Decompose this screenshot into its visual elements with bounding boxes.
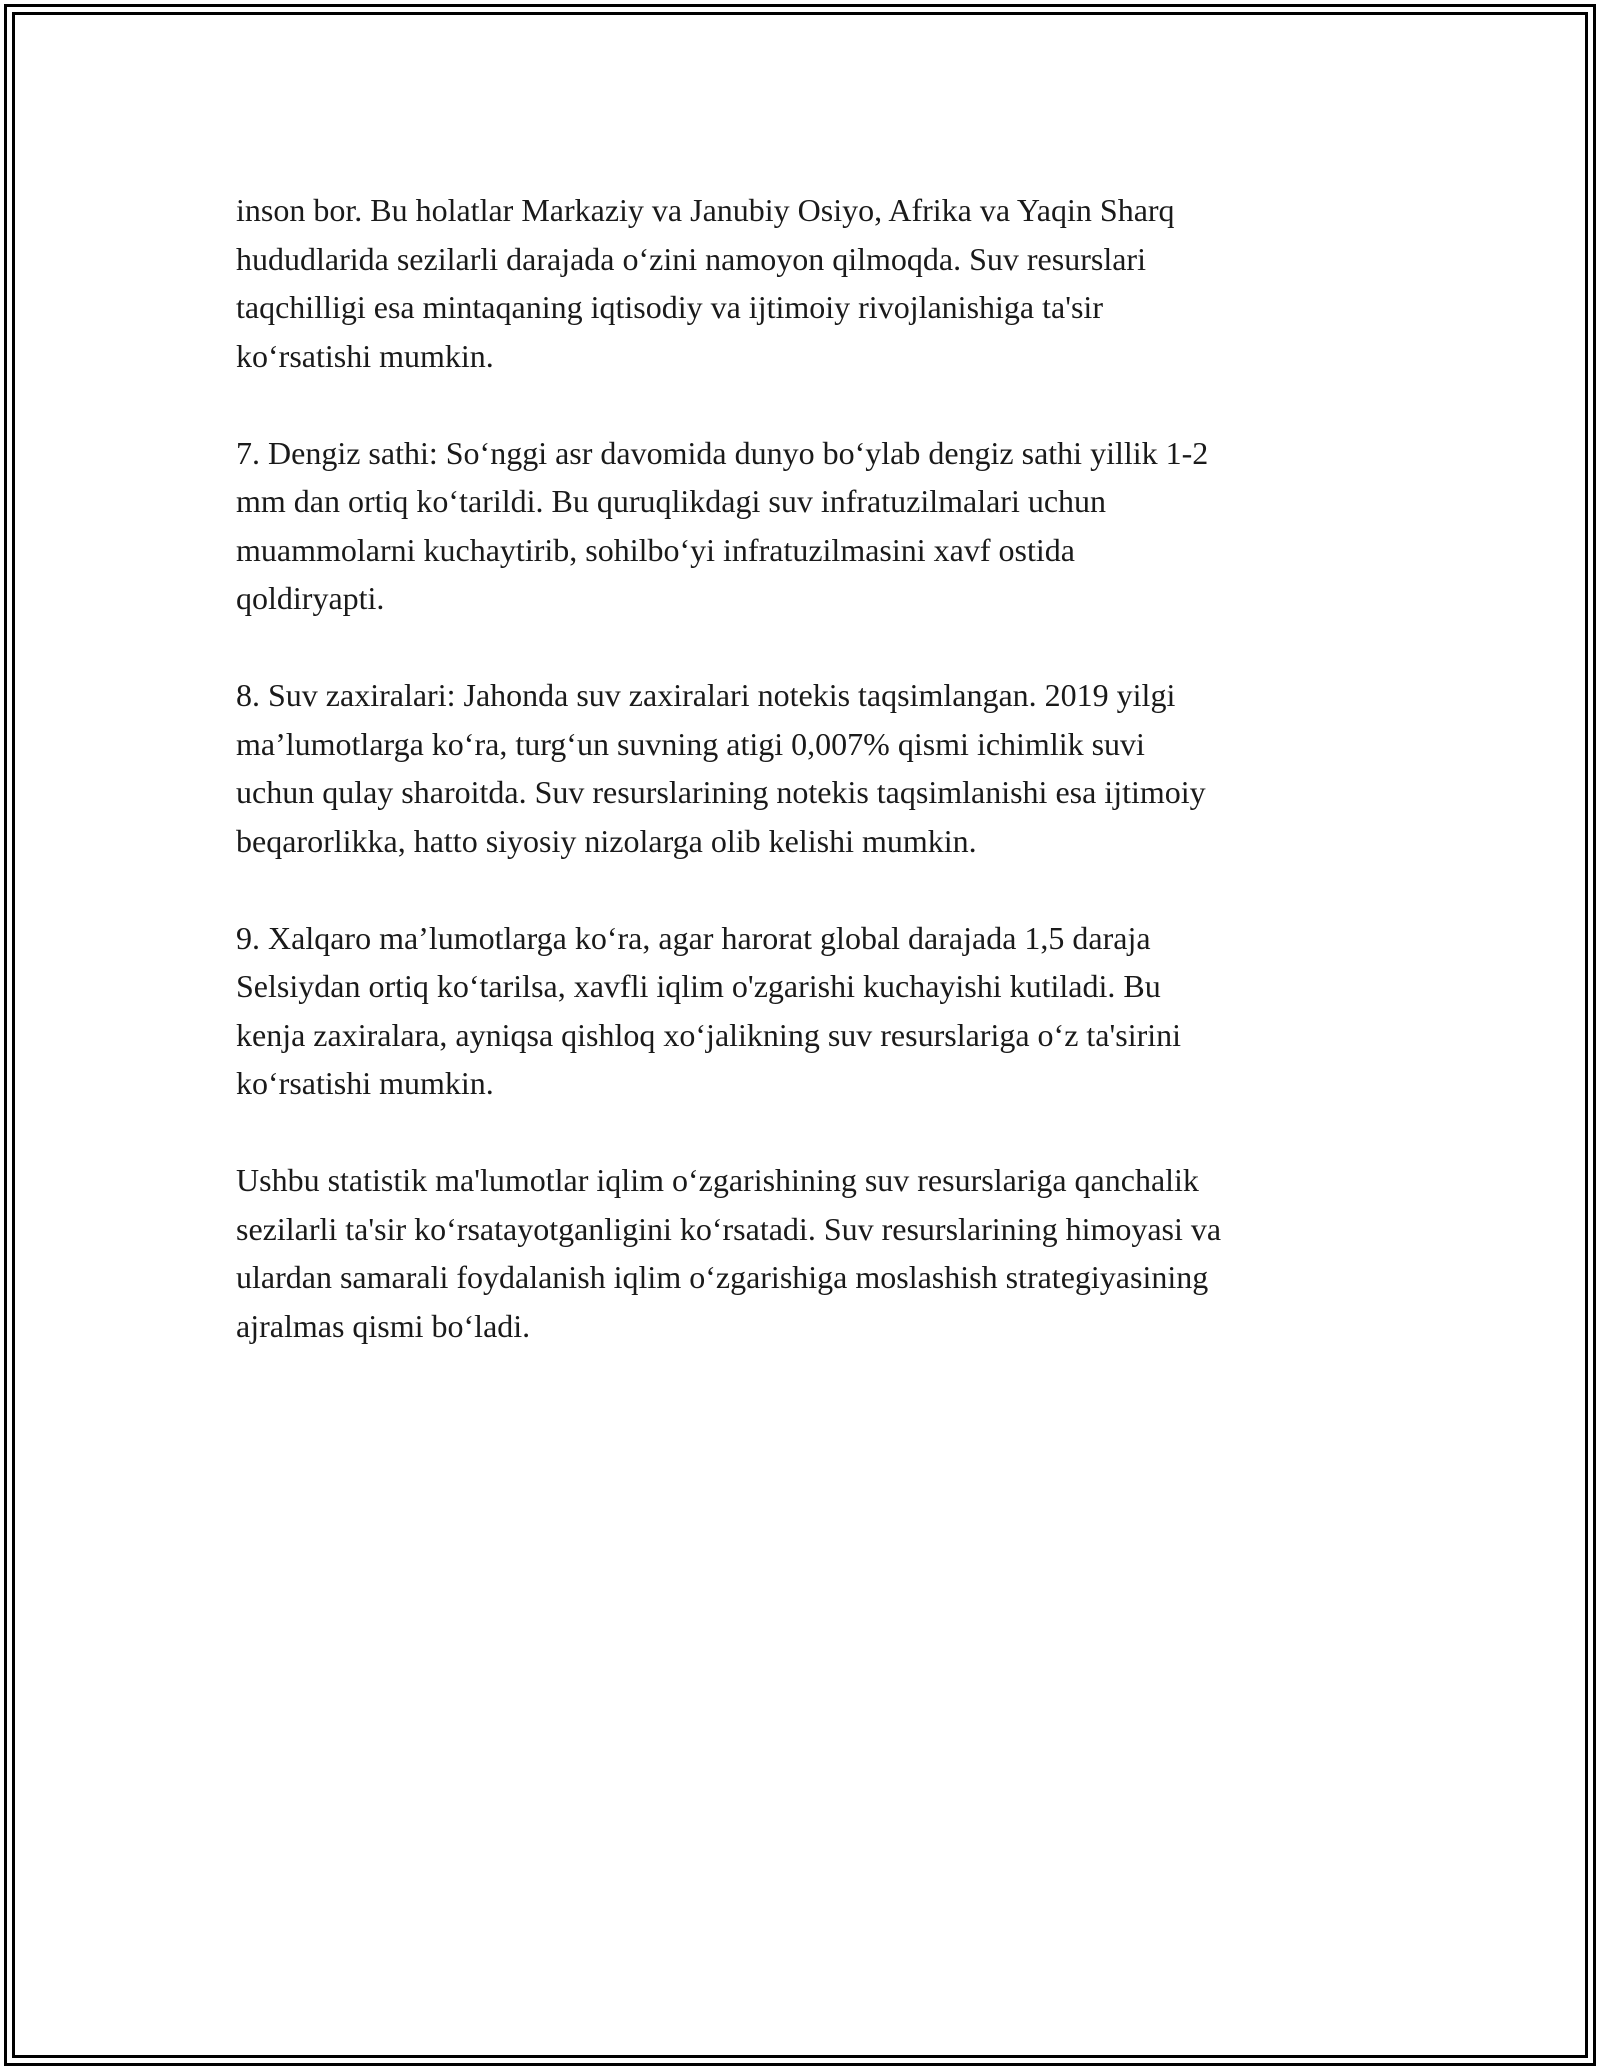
text-line: 7. Dengiz sathi: So‘nggi asr davomida dunyo bo‘ylab dengiz sathi yillik 1-2 xyxy=(236,434,1209,471)
text-line: beqarorlikka, hatto siyosiy nizolarga olib kelishi mumkin. xyxy=(236,822,977,859)
document-body xyxy=(236,186,1376,1399)
text-line: 8. Suv zaxiralari: Jahonda suv zaxiralari notekis taqsimlangan. 2019 yilgi xyxy=(236,677,1176,713)
text-line: ko‘rsatishi mumkin. xyxy=(236,1065,494,1101)
paragraph-sea-level xyxy=(236,429,1376,623)
text-line: inson bor. Bu holatlar Markaziy va Janubiy Osiyo, Afrika va Yaqin Sharq xyxy=(236,192,1175,228)
text-line: kenja zaxiralara, ayniqsa qishloq xo‘jalikning suv resurslariga o‘z ta'sirini xyxy=(236,1016,1182,1053)
text-line: ko‘rsatishi mumkin. xyxy=(236,337,494,374)
text-line: Selsiydan ortiq ko‘tarilsa, xavfli iqlim o'zgarishi kuchayishi kutiladi. Bu xyxy=(236,968,1161,1004)
text-line: muammolarni kuchaytirib, sohilbo‘yi infratuzilmasini xavf ostida xyxy=(236,531,1075,568)
paragraph-international-data xyxy=(236,914,1376,1108)
text-line: qoldiryapti. xyxy=(236,580,385,616)
text-line: ulardan samarali foydalanish iqlim o‘zgarishiga moslashish strategiyasining xyxy=(236,1259,1209,1295)
paragraph-conclusion xyxy=(236,1156,1376,1350)
text-line: ma’lumotlarga ko‘ra, turg‘un suvning atigi 0,007% qismi ichimlik suvi xyxy=(236,725,1145,762)
text-line: taqchilligi esa mintaqaning iqtisodiy va ijtimoiy rivojlanishiga ta'sir xyxy=(236,289,1103,325)
paragraph-water-reserves xyxy=(236,671,1376,865)
text-line: sezilarli ta'sir ko‘rsatayotganligini ko‘rsatadi. Suv resurslarining himoyasi va xyxy=(236,1210,1222,1247)
text-line: mm dan ortiq ko‘tarildi. Bu quruqlikdagi suv infratuzilmalari uchun xyxy=(236,483,1107,519)
text-line: uchun qulay sharoitda. Suv resurslarining notekis taqsimlanishi esa ijtimoiy xyxy=(236,774,1206,810)
text-line: 9. Xalqaro ma’lumotlarga ko‘ra, agar harorat global darajada 1,5 daraja xyxy=(236,919,1151,956)
text-line: Ushbu statistik ma'lumotlar iqlim o‘zgarishining suv resurslariga qanchalik xyxy=(236,1162,1199,1198)
paragraph-water-scarcity xyxy=(236,186,1376,380)
text-line: ajralmas qismi bo‘ladi. xyxy=(236,1307,531,1344)
text-line: hududlarida sezilarli darajada o‘zini namoyon qilmoqda. Suv resurslari xyxy=(236,240,1146,277)
